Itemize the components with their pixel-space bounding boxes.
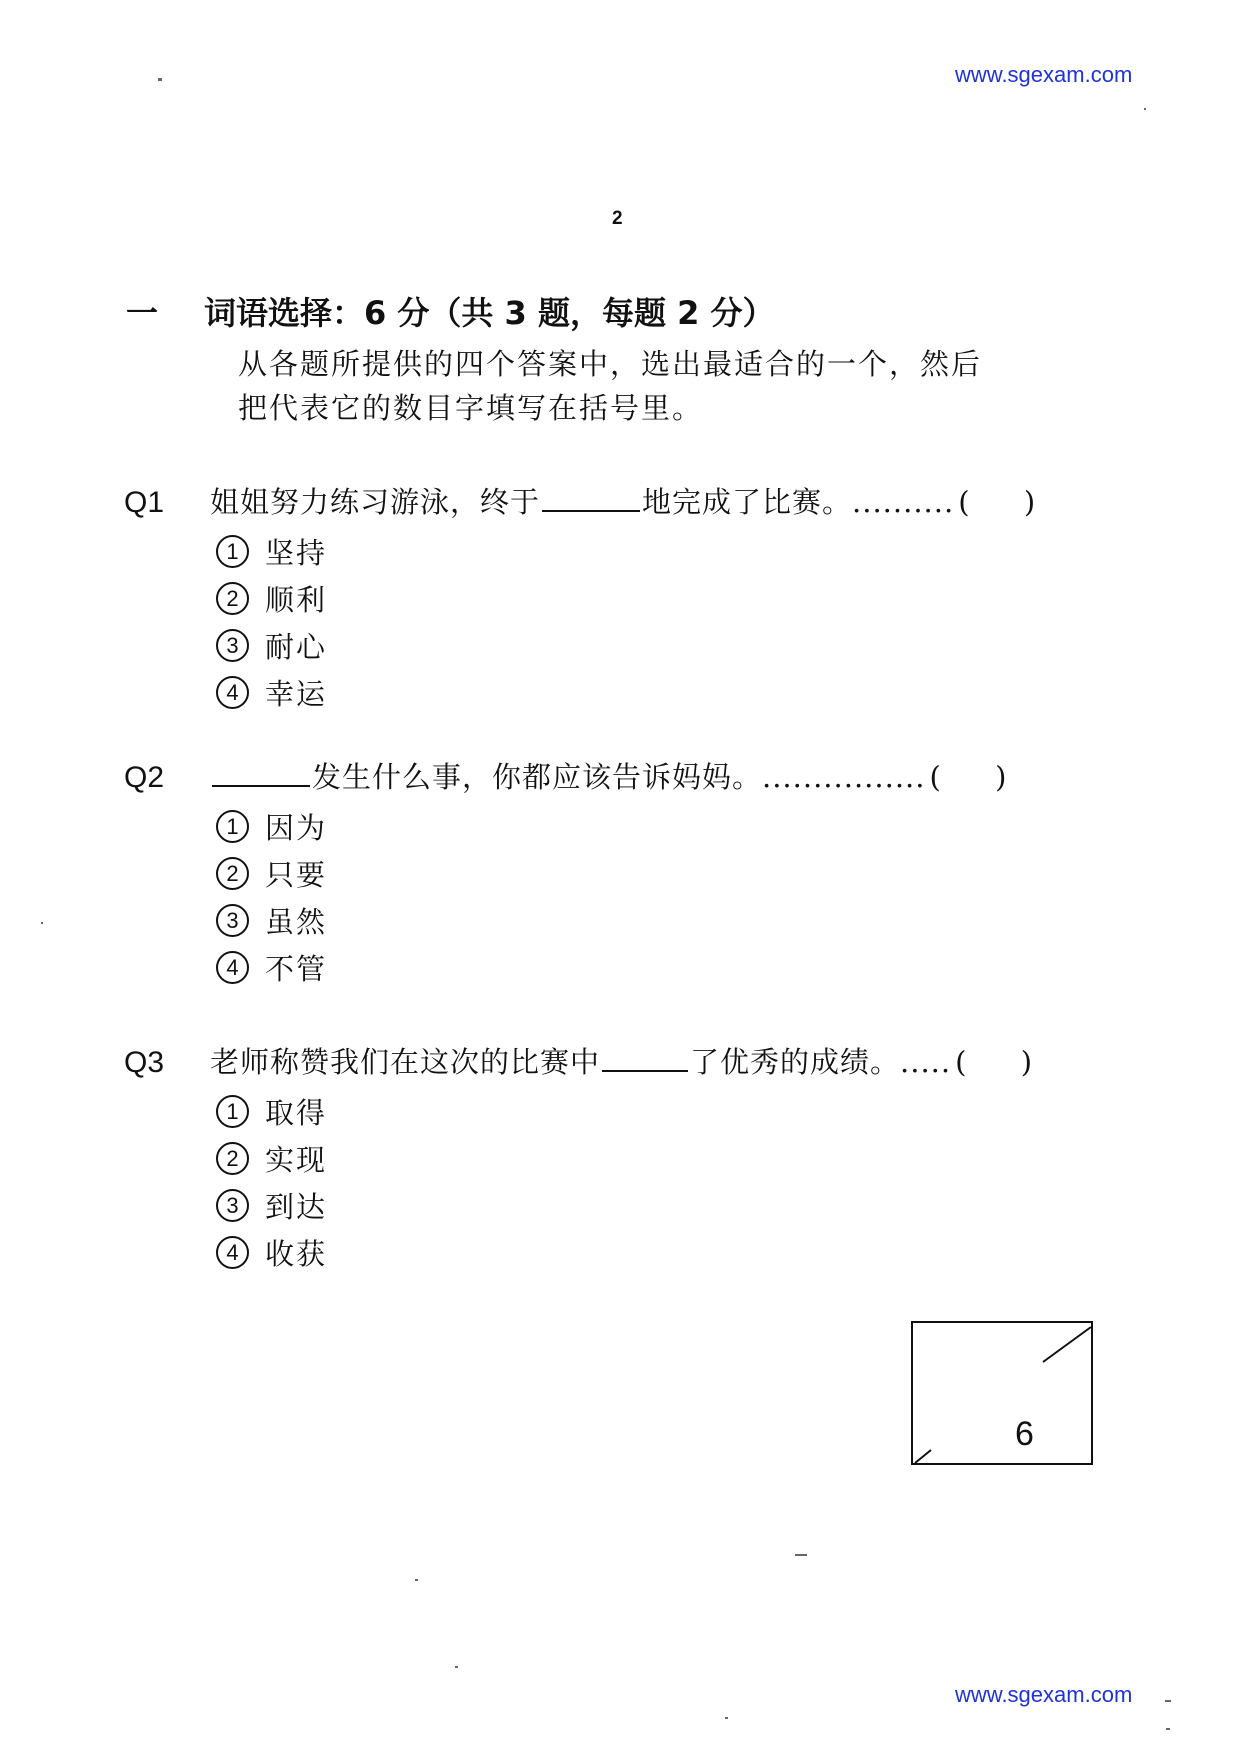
answer-blank: [212, 759, 310, 787]
score-total: 6: [1015, 1415, 1034, 1453]
question-stem: [124, 1040, 1114, 1086]
circled-number-icon: 3: [216, 1189, 249, 1222]
circled-number-icon: 2: [216, 1142, 249, 1175]
scan-speck: [41, 922, 43, 924]
option-item: [216, 897, 1114, 944]
circled-number-icon: 1: [216, 810, 249, 843]
question-number: Q3: [124, 1046, 165, 1079]
option-text: 到达: [265, 1190, 328, 1224]
circled-number-icon: 3: [216, 904, 249, 937]
score-box-diagonal-icon: [913, 1323, 1095, 1467]
bracket-open: (: [929, 760, 942, 794]
scan-speck: [795, 1554, 807, 1556]
circled-number-icon: 1: [216, 1095, 249, 1128]
question-3: [124, 1040, 1114, 1276]
option-item: [216, 944, 1114, 991]
option-item: [216, 669, 1114, 716]
option-list: [216, 528, 1114, 716]
circled-number-icon: 4: [216, 1236, 249, 1269]
option-item: [216, 1229, 1114, 1276]
instruction-line: 从各题所提供的四个答案中，选出最适合的一个，然后: [238, 347, 983, 381]
option-text: 虽然: [265, 905, 328, 939]
question-number: Q1: [124, 486, 165, 519]
question-stem: [124, 755, 1114, 801]
circled-number-icon: 3: [216, 629, 249, 662]
site-url-bottom[interactable]: www.sgexam.com: [955, 1682, 1133, 1707]
option-list: [216, 803, 1114, 991]
section-title: 词语选择：6 分（共 3 题，每题 2 分）: [204, 294, 775, 332]
circled-number-icon: 4: [216, 951, 249, 984]
option-text: 收获: [265, 1237, 328, 1271]
scan-speck: [1165, 1700, 1171, 1702]
option-text: 幸运: [265, 677, 328, 711]
scan-speck: [725, 1717, 728, 1719]
answer-blank: [602, 1044, 688, 1072]
answer-bracket[interactable]: [930, 760, 1008, 794]
question-text-after: 了优秀的成绩。.....: [690, 1045, 952, 1079]
site-url-top[interactable]: www.sgexam.com: [955, 62, 1133, 87]
section-header: [126, 288, 775, 334]
option-text: 只要: [265, 858, 328, 892]
scan-speck: [415, 1579, 418, 1581]
answer-bracket[interactable]: [958, 485, 1036, 519]
scan-speck: [158, 78, 162, 81]
option-item: [216, 803, 1114, 850]
circled-number-icon: 4: [216, 676, 249, 709]
section-instructions: [238, 342, 1068, 430]
section-numeral: 一: [126, 294, 159, 332]
option-item: [216, 575, 1114, 622]
bracket-close: ): [995, 760, 1008, 794]
page-number: 2: [612, 208, 623, 229]
circled-number-icon: 2: [216, 857, 249, 890]
circled-number-icon: 2: [216, 582, 249, 615]
option-text: 实现: [265, 1143, 328, 1177]
circled-number-icon: 1: [216, 535, 249, 568]
question-text-after: 地完成了比赛。..........: [642, 485, 955, 519]
score-box[interactable]: [911, 1321, 1093, 1465]
option-item: [216, 528, 1114, 575]
question-text-after: 发生什么事，你都应该告诉妈妈。................: [312, 760, 926, 794]
option-item: [216, 850, 1114, 897]
bracket-open: (: [955, 1045, 968, 1079]
option-list: [216, 1088, 1114, 1276]
option-text: 耐心: [265, 630, 328, 664]
option-item: [216, 1088, 1114, 1135]
option-text: 取得: [265, 1096, 328, 1130]
instruction-line: 把代表它的数目字填写在括号里。: [238, 391, 704, 425]
option-item: [216, 1182, 1114, 1229]
option-item: [216, 1135, 1114, 1182]
option-text: 坚持: [265, 536, 328, 570]
bracket-open: (: [958, 485, 971, 519]
option-item: [216, 622, 1114, 669]
question-text-before: 老师称赞我们在这次的比赛中: [210, 1045, 601, 1079]
question-stem: [124, 480, 1114, 526]
option-text: 不管: [265, 952, 328, 986]
answer-blank: [542, 484, 640, 512]
option-text: 顺利: [265, 583, 328, 617]
scan-speck: [1166, 1728, 1170, 1730]
question-1: [124, 480, 1114, 716]
option-text: 因为: [265, 811, 328, 845]
answer-bracket[interactable]: [955, 1045, 1033, 1079]
question-text-before: 姐姐努力练习游泳，终于: [210, 485, 541, 519]
question-2: [124, 755, 1114, 991]
scan-speck: [455, 1666, 458, 1668]
scan-speck: [1144, 108, 1146, 110]
bracket-close: ): [1023, 485, 1037, 519]
bracket-close: ): [1020, 1045, 1034, 1079]
question-number: Q2: [124, 761, 165, 794]
